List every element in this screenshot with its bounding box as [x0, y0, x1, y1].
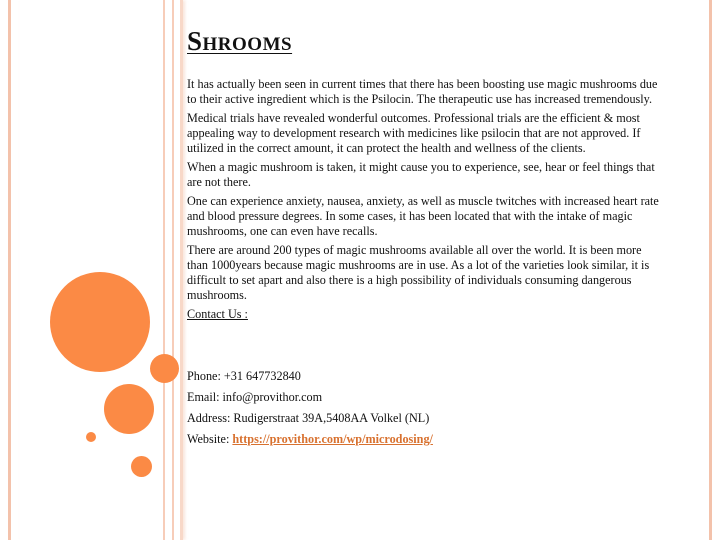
tiny-circle-decoration [86, 432, 96, 442]
address-text: Address: Rudigerstraat 39A,5408AA Volkel (NL) [187, 411, 430, 425]
email-text: Email: info@provithor.com [187, 390, 323, 404]
website-label: Website: [187, 432, 233, 446]
body-paragraph: It has actually been seen in current times that there has been boosting use magic mushrooms due to their active ingredient which is the Psilocin. The therapeutic use has increased tremendously. [187, 77, 658, 106]
slide-content [187, 26, 665, 453]
page-title: Shrooms [187, 26, 293, 56]
phone-text: Phone: +31 647732840 [187, 369, 301, 383]
small-circle-decoration [150, 354, 179, 383]
contact-heading: Contact Us : [187, 307, 248, 321]
body-paragraph: There are around 200 types of magic mushrooms available all over the world. It is been more than 1000years because magic mushrooms are in use. As a lot of the varieties look similar, it is difficult to set apart and also there is a high possibility of individuals consuming dangerous mushrooms. [187, 243, 650, 302]
website-link[interactable]: https://provithor.com/wp/microdosing/ [232, 432, 433, 446]
small-circle-decoration-bottom [131, 456, 152, 477]
medium-circle-decoration [104, 384, 154, 434]
body-paragraph: When a magic mushroom is taken, it might cause you to experience, see, hear or feel things that are not there. [187, 160, 655, 189]
body-paragraph: Medical trials have revealed wonderful outcomes. Professional trials are the efficient & most appealing way to development research with medicines like psilocin that are not approved. If utilized in the correct amount, it can protect the health and wellness of the clients. [187, 111, 641, 155]
large-circle-decoration [50, 272, 150, 372]
website-line [187, 432, 665, 447]
panel-divider-line [172, 0, 174, 540]
left-frame-border [8, 0, 11, 540]
panel-divider-line [163, 0, 165, 540]
body-paragraph: One can experience anxiety, nausea, anxiety, as well as muscle twitches with increased heart rate and blood pressure degrees. In some cases, it has been located that with the intake of magic mushrooms, one can even have recalls. [187, 194, 659, 238]
spacer [187, 322, 665, 369]
contact-info [187, 369, 665, 447]
decorative-side-panel [20, 0, 183, 540]
right-frame-border [709, 0, 712, 540]
